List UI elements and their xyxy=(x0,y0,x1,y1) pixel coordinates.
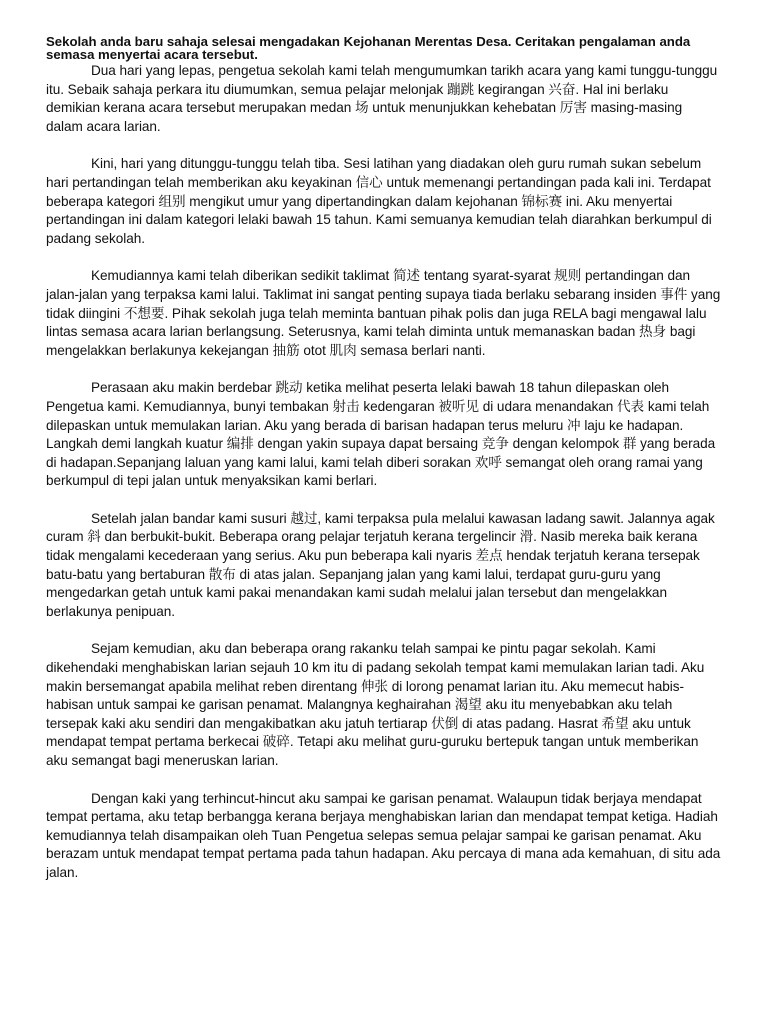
essay-title: Sekolah anda baru sahaja selesai mengadakan Kejohanan Merentas Desa. Ceritakan pengalaman anda semasa menyertai acara tersebut. xyxy=(46,34,691,62)
essay-page xyxy=(46,35,722,883)
paragraph-2: Kini, hari yang ditunggu-tunggu telah tiba. Sesi latihan yang diadakan oleh guru rumah sukan sebelum hari pertandingan telah memberikan aku keyakinan 信心 untuk memenangi pertandingan pada kali ini. Terdapat beberapa kategori 组别 mengikut umur yang dipertandingkan dalam kejohanan 锦标赛 ini. Aku menyertai pertandingan ini dalam kategori lelaki bawah 15 tahun. Kami semuanya kemudian telah diarahkan berkumpul di padang sekolah. xyxy=(46,156,712,246)
paragraph-6: Sejam kemudian, aku dan beberapa orang rakanku telah sampai ke pintu pagar sekolah. Kami dikehendaki menghabiskan larian sejauh 10 km itu di padang sekolah tempat kami memulakan larian tadi. Aku makin bersemangat apabila melihat reben direntang 伸张 di lorong penamat larian itu. Aku memecut habis-habisan untuk sampai ke garisan penamat. Malangnya keghairahan 渴望 aku itu menyebabkan aku telah tersepak kaki aku sendiri dan mengakibatkan aku jatuh tertiarap 伏倒 di atas padang. Hasrat 希望 aku untuk mendapat tempat pertama berkecai 破碎. Tetapi aku melihat guru-guruku bertepuk tangan untuk memberikan aku semangat bagi meneruskan larian. xyxy=(46,641,705,768)
paragraph-7: Dengan kaki yang terhincut-hincut aku sampai ke garisan penamat. Walaupun tidak berjaya mendapat tempat pertama, aku tetap berbangga kerana berjaya menghabiskan larian dan mendapat tempat ketiga. Hadiah kemudiannya telah disampaikan oleh Tuan Pengetua selepas semua pelajar sampai ke garisan penamat. Aku berazam untuk mendapat tempat pertama pada tahun hadapan. Aku percaya di mana ada kemahuan, di situ ada jalan. xyxy=(46,790,721,880)
paragraph-5: Setelah jalan bandar kami susuri 越过, kami terpaksa pula melalui kawasan ladang sawit. Jalannya agak curam 斜 dan berbukit-bukit. Beberapa orang pelajar terjatuh kerana tergelincir 滑. Nasib mereka baik kerana tidak mengalami kecederaan yang serius. Aku pun beberapa kali nyaris 差点 hendak terjatuh kerana tersepak batu-batu yang bertaburan 散布 di atas jalan. Sepanjang jalan yang kami lalui, terdapat guru-guru yang mengedarkan getah untuk kami pakai menandakan kami sudah melalui jalan tersebut dan mengelakkan berlakunya penipuan. xyxy=(46,510,715,619)
paragraph-3: Kemudiannya kami telah diberikan sedikit taklimat 简述 tentang syarat-syarat 规则 pertandingan dan jalan-jalan yang terpaksa kami lalui. Taklimat ini sangat penting supaya tiada berlaku sebarang insiden 事件 yang tidak diingini 不想要. Pihak sekolah juga telah meminta bantuan pihak polis dan juga RELA bagi mengawal lalu lintas semasa acara larian berlangsung. Seterusnya, kami telah diminta untuk memanaskan badan 热身 bagi mengelakkan berlakunya kekejangan 抽筋 otot 肌肉 semasa berlari nanti. xyxy=(46,268,721,358)
paragraph-4: Perasaan aku makin berdebar 跳动 ketika melihat peserta lelaki bawah 18 tahun dilepaskan oleh Pengetua kami. Kemudiannya, bunyi tembakan 射击 kedengaran 被听见 di udara menandakan 代表 kami telah dilepaskan untuk memulakan larian. Aku yang berada di barisan hadapan terus meluru 冲 laju ke hadapan. Langkah demi langkah kuatur 编排 dengan yakin supaya dapat bersaing 竞争 dengan kelompok 群 yang berada di hadapan.Sepanjang laluan yang kami lalui, kami telah diberi sorakan 欢呼 semangat oleh orang ramai yang berkumpul di tepi jalan untuk menyaksikan kami berlari. xyxy=(46,380,716,489)
paragraph-1: Dua hari yang lepas, pengetua sekolah kami telah mengumumkan tarikh acara yang kami tunggu-tunggu itu. Sebaik sahaja perkara itu diumumkan, semua pelajar melonjak 蹦跳 kegirangan 兴奋. Hal ini berlaku demikian kerana acara tersebut merupakan medan 场 untuk menunjukkan kehebatan 厉害 masing-masing dalam acara larian. xyxy=(46,63,718,134)
